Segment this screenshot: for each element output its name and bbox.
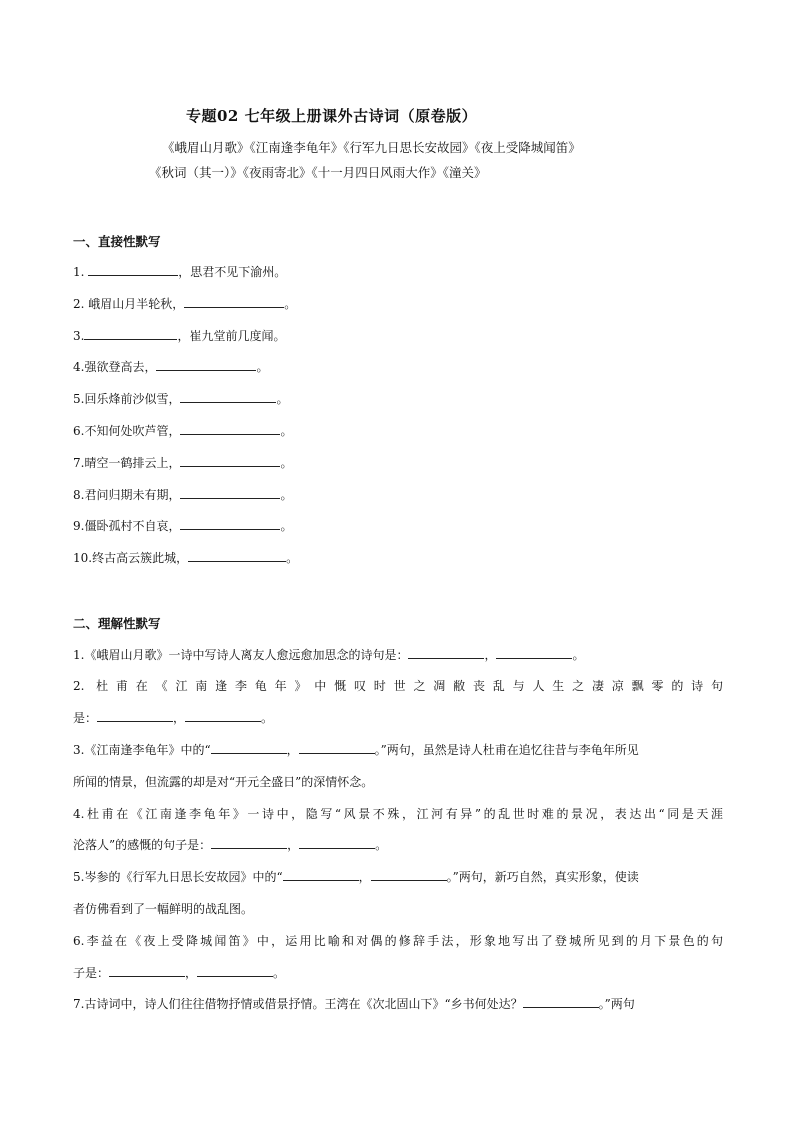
question-6: 6.不知何处吹芦管， 。 bbox=[73, 424, 293, 438]
answer-blank[interactable] bbox=[283, 868, 359, 881]
answer-blank[interactable] bbox=[180, 422, 280, 435]
answer-blank[interactable] bbox=[180, 390, 276, 403]
answer-blank[interactable] bbox=[299, 836, 375, 849]
answer-blank[interactable] bbox=[88, 263, 178, 276]
section-heading-comprehension-recall: 二、理解性默写 bbox=[73, 616, 161, 631]
answer-blank[interactable] bbox=[180, 486, 280, 499]
answer-blank[interactable] bbox=[299, 741, 375, 754]
comprehension-question-5-line-2: 者仿佛看到了一幅鲜明的战乱图。 bbox=[73, 902, 254, 916]
question-2: 2. 峨眉山月半轮秋， 。 bbox=[73, 297, 297, 311]
answer-blank[interactable] bbox=[197, 964, 273, 977]
poem-list-line-1: 《峨眉山月歌》《江南逢李龟年》《行军九日思长安故园》《夜上受降城闻笛》 bbox=[162, 140, 581, 155]
answer-blank[interactable] bbox=[496, 646, 572, 659]
document-title: 专题02 七年级上册课外古诗词（原卷版） bbox=[186, 107, 478, 125]
answer-blank[interactable] bbox=[109, 964, 185, 977]
comprehension-question-2-line-1: 2. 杜甫在《江南逢李龟年》中慨叹时世之凋敝丧乱与人生之凄凉飘零的诗句 bbox=[73, 679, 723, 693]
answer-blank[interactable] bbox=[188, 549, 286, 562]
comprehension-question-5-line-1: 5.岑参的《行军九日思长安故园》中的“ ， 。”两句，新巧自然，真实形象，使读 bbox=[73, 870, 639, 884]
comprehension-question-4-line-1: 4.杜甫在《江南逢李龟年》一诗中，隐写“风景不殊，江河有异”的乱世时难的景况，表达出“同是天涯 bbox=[73, 807, 723, 821]
poem-list-line-2: 《秋词（其一）》《夜雨寄北》《十一月四日风雨大作》《潼关》 bbox=[149, 165, 487, 180]
answer-blank[interactable] bbox=[180, 454, 280, 467]
question-9: 9.僵卧孤村不自哀， 。 bbox=[73, 519, 293, 533]
section-heading-direct-recall: 一、直接性默写 bbox=[73, 234, 161, 249]
comprehension-question-6-line-2: 子是： ， 。 bbox=[73, 966, 286, 980]
answer-blank[interactable] bbox=[184, 295, 284, 308]
answer-blank[interactable] bbox=[523, 995, 599, 1008]
answer-blank[interactable] bbox=[84, 327, 177, 340]
question-5: 5.回乐烽前沙似雪， 。 bbox=[73, 392, 289, 406]
answer-blank[interactable] bbox=[185, 709, 261, 722]
question-7: 7.晴空一鹤排云上， 。 bbox=[73, 456, 293, 470]
answer-blank[interactable] bbox=[97, 709, 173, 722]
answer-blank[interactable] bbox=[371, 868, 447, 881]
question-10: 10.终古高云簇此城， 。 bbox=[73, 551, 299, 565]
comprehension-question-7-line-1: 7.古诗词中，诗人们往往借物抒情或借景抒情。王湾在《次北固山下》“乡书何处达？ 。”两句 bbox=[73, 997, 635, 1011]
answer-blank[interactable] bbox=[156, 358, 256, 371]
answer-blank[interactable] bbox=[211, 741, 287, 754]
question-3: 3. ，崔九堂前几度闻。 bbox=[73, 329, 286, 343]
question-8: 8.君问归期未有期， 。 bbox=[73, 488, 293, 502]
question-1: 1. ，思君不见下渝州。 bbox=[73, 265, 287, 279]
comprehension-question-3-line-2: 所闻的情景，但流露的却是对“开元全盛日”的深情怀念。 bbox=[73, 775, 374, 789]
comprehension-question-3-line-1: 3.《江南逢李龟年》中的“ ， 。”两句，虽然是诗人杜甫在追忆往昔与李龟年所见 bbox=[73, 743, 639, 757]
answer-blank[interactable] bbox=[211, 836, 287, 849]
answer-blank[interactable] bbox=[180, 517, 280, 530]
comprehension-question-6-line-1: 6.李益在《夜上受降城闻笛》中，运用比喻和对偶的修辞手法，形象地写出了登城所见到的月下景色的句 bbox=[73, 934, 723, 948]
answer-blank[interactable] bbox=[408, 646, 484, 659]
question-4: 4.强欲登高去， 。 bbox=[73, 360, 269, 374]
comprehension-question-1: 1.《峨眉山月歌》一诗中写诗人离友人愈远愈加思念的诗句是： ， 。 bbox=[73, 648, 585, 662]
comprehension-question-2-line-2: 是： ， 。 bbox=[73, 711, 274, 725]
comprehension-question-4-line-2: 沦落人”的感慨的句子是： ， 。 bbox=[73, 838, 388, 852]
